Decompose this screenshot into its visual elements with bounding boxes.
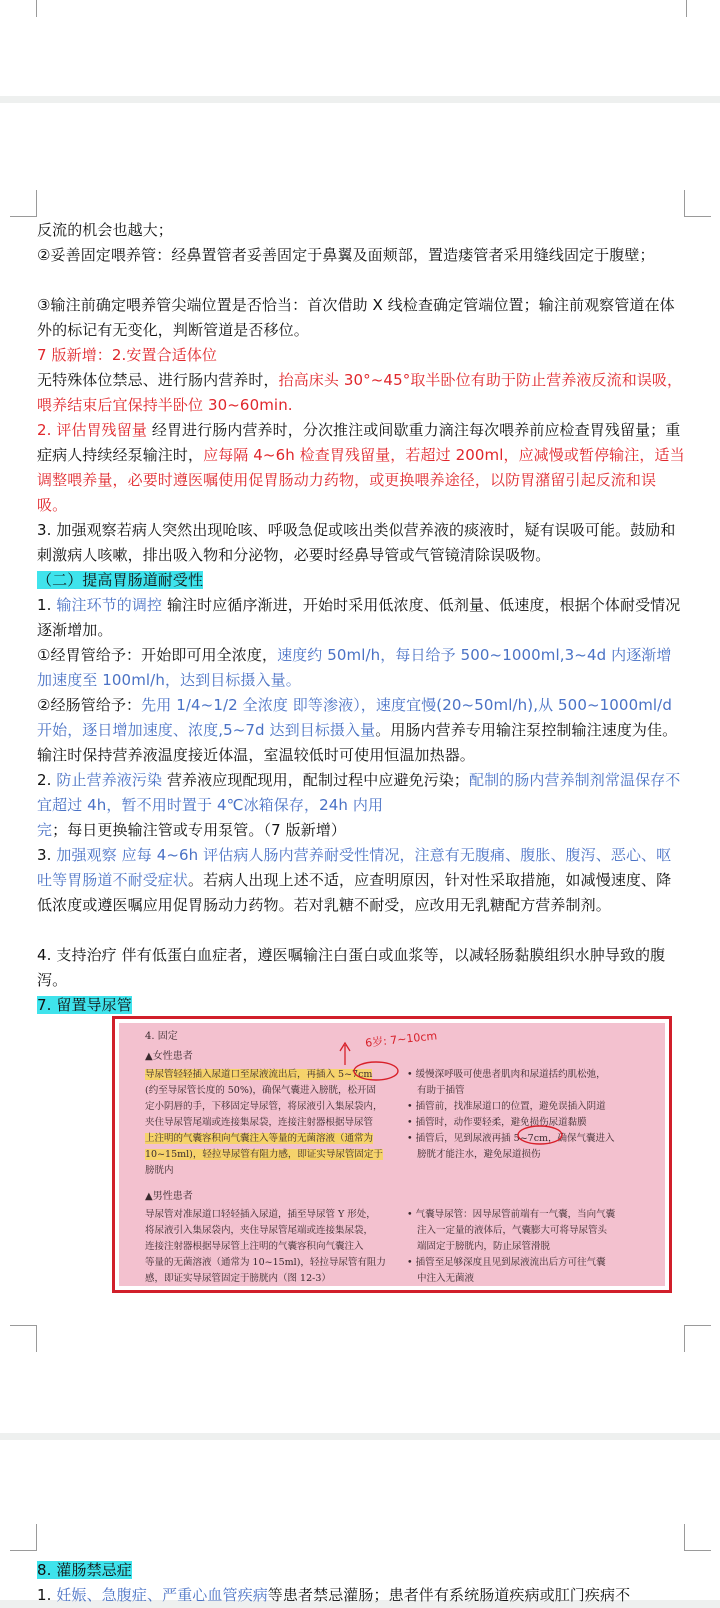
paragraph: 反流的机会也越大； (37, 221, 173, 239)
figure-line: 导尿管轻轻插入尿道口至尿液流出后，再插入 5~7cm (145, 1069, 373, 1080)
figure-note: • 缓慢深呼吸可使患者肌肉和尿道括约肌松弛， (407, 1069, 606, 1080)
figure-line: 感，即证实导尿管固定于膀胱内（图 12-3） (145, 1273, 331, 1284)
paragraph: 3. 加强观察 应每 4~6h 评估病人肠内营养耐受性情况，注意有无腹痛、腹胀、腹泻、恶心、呕吐等胃肠道不耐受症状。若病人出现上述不适，应查明原因，针对性采取措施，如减慢速度、降低浓度或遵医嘱应用促胃肠动力药物。若对乳糖不耐受，应改用无乳糖配方营养制剂。 (37, 846, 672, 914)
textbook-figure (112, 1016, 672, 1293)
figure-note: • 插管前，找准尿道口的位置，避免误插入阴道 (407, 1101, 606, 1112)
figure-line: 连接注射器根据导尿管上注明的气囊容积向气囊注入 (145, 1241, 364, 1252)
figure-background (119, 1023, 665, 1286)
handwritten-note: 6岁: 7~10cm (364, 1029, 438, 1050)
section-heading: （二）提高胃肠道耐受性 (37, 571, 204, 589)
figure-note: • 插管至足够深度且见到尿液流出后方可往气囊 (407, 1257, 606, 1268)
arrow-up-icon (340, 1043, 350, 1065)
figure-line: 夹住导尿管尾端或连接集尿袋，连接注射器根据导尿管 (145, 1117, 374, 1128)
figure-line: 定小阴唇的手，下移固定导尿管，将尿液引入集尿袋内， (145, 1101, 383, 1112)
crop-mark (10, 0, 37, 17)
previous-page (0, 0, 720, 96)
paragraph: 1. 妊娠、急腹症、严重心血管疾病等患者禁忌灌肠；患者伴有系统肠道疾病或肛门疾病不 (37, 1586, 631, 1604)
crop-mark (684, 190, 711, 217)
section-heading: 7. 留置导尿管 (37, 996, 132, 1014)
crop-mark (686, 0, 713, 17)
female-heading: ▲女性患者 (145, 1051, 193, 1062)
figure-note: • 插管后，见到尿液再插 5~7cm，确保气囊进入 (407, 1133, 615, 1144)
figure-line: (约至导尿管长度的 50%)，确保气囊进入膀胱，松开固 (145, 1085, 377, 1096)
figure-line: 等量的无菌溶液（通常为 10~15ml)，轻拉导尿管有阻力 (145, 1257, 386, 1268)
circle-mark (518, 1126, 562, 1144)
figure-line: 10~15ml)，轻拉导尿管有阻力感，即证实导尿管固定于 (145, 1149, 383, 1160)
figure-line: 将尿液引入集尿袋内，夹住导尿管尾端或连接集尿袋， (145, 1225, 374, 1236)
subheading: 7 版新增：2.安置合适体位 (37, 346, 218, 364)
crop-mark (10, 190, 37, 217)
annotation-marks (119, 1023, 671, 1292)
figure-line: 上注明的气囊容积向气囊注入等量的无菌溶液（通常为 (145, 1133, 374, 1144)
crop-mark (10, 1325, 37, 1352)
section-heading: 8. 灌肠禁忌症 (37, 1561, 132, 1579)
figure-note: 注入一定量的液体后，气囊膨大可将导尿管头 (417, 1225, 608, 1236)
paragraph: 无特殊体位禁忌、进行肠内营养时，抬高床头 30°~45°取半卧位有助于防止营养液反流和误吸，喂养结束后宜保持半卧位 30~60min. (37, 371, 683, 414)
paragraph: 1. 输注环节的调控 输注时应循序渐进，开始时采用低浓度、低剂量、低速度，根据个体耐受情况逐渐增加。 (37, 596, 681, 639)
crop-mark (684, 1325, 711, 1352)
male-heading: ▲男性患者 (145, 1191, 193, 1202)
paragraph: 2. 评估胃残留量 经胃进行肠内营养时，分次推注或间歇重力滴注每次喂养前应检查胃残留量；重症病人持续经泵输注时，应每隔 4~6h 检查胃残留量，若超过 200ml，应减慢或暂停输注，适当调整喂养量，必要时遵医嘱使用促胃肠动力药物，或更换喂养途径，以防胃潴留引起反流和误吸。 (37, 421, 685, 514)
paragraph: 2. 防止营养液污染 营养液应现配现用，配制过程中应避免污染；配制的肠内营养制剂常温保存不宜超过 4h，暂不用时置于 4℃冰箱保存，24h 内用完；每日更换输注管或专用泵管。（7 版新增） (37, 771, 681, 839)
paragraph: ②经肠管给予：先用 1/4~1/2 全浓度 即等渗液），速度宜慢(20~50ml/h),从 500~1000ml/d 开始，逐日增加速度、浓度,5~7d 达到目标摄入量。用肠内营养专用输注泵控制输注速度为佳。输注时保持营养液温度接近体温，室温较低时可使用恒温加热器。 (37, 696, 678, 764)
crop-mark (684, 1524, 711, 1551)
figure-section: 4. 固定 (145, 1031, 178, 1042)
paragraph: ①经胃管给予：开始即可用全浓度，速度约 50ml/h，每日给予 500~1000ml,3~4d 内逐渐增加速度至 100ml/h，达到目标摄入量。 (37, 646, 672, 689)
paragraph: ②妥善固定喂养管：经鼻置管者妥善固定于鼻翼及面颊部，置造瘘管者采用缝线固定于腹壁； (37, 246, 655, 264)
figure-note: • 气囊导尿管：因导尿管前端有一气囊，当向气囊 (407, 1209, 616, 1220)
figure-note: • 插管时，动作要轻柔，避免损伤尿道黏膜 (407, 1117, 587, 1128)
figure-note: 膀胱才能注水，避免尿道损伤 (417, 1149, 541, 1160)
circle-mark (354, 1062, 398, 1080)
crop-mark (10, 1524, 37, 1551)
figure-note: 中注入无菌液 (417, 1273, 475, 1284)
paragraph: 3. 加强观察若病人突然出现呛咳、呼吸急促或咳出类似营养液的痰液时，疑有误吸可能。鼓励和刺激病人咳嗽，排出吸入物和分泌物，必要时经鼻导管或气管镜清除误吸物。 (37, 521, 676, 564)
figure-line: 导尿管对准尿道口轻轻插入尿道，插至导尿管 Y 形处， (145, 1209, 376, 1220)
paragraph: ③输注前确定喂养管尖端位置是否恰当：首次借助 X 线检查确定管端位置；输注前观察管道在体外的标记有无变化，判断管道是否移位。 (37, 296, 675, 339)
paragraph: 4. 支持治疗 伴有低蛋白血症者，遵医嘱输注白蛋白或血浆等，以减轻肠黏膜组织水肿导致的腹泻。 (37, 946, 666, 989)
figure-note: 有助于插管 (417, 1085, 465, 1096)
figure-line: 膀胱内 (145, 1165, 174, 1176)
figure-note: 端固定于膀胱内，防止尿管滑脱 (417, 1241, 551, 1252)
